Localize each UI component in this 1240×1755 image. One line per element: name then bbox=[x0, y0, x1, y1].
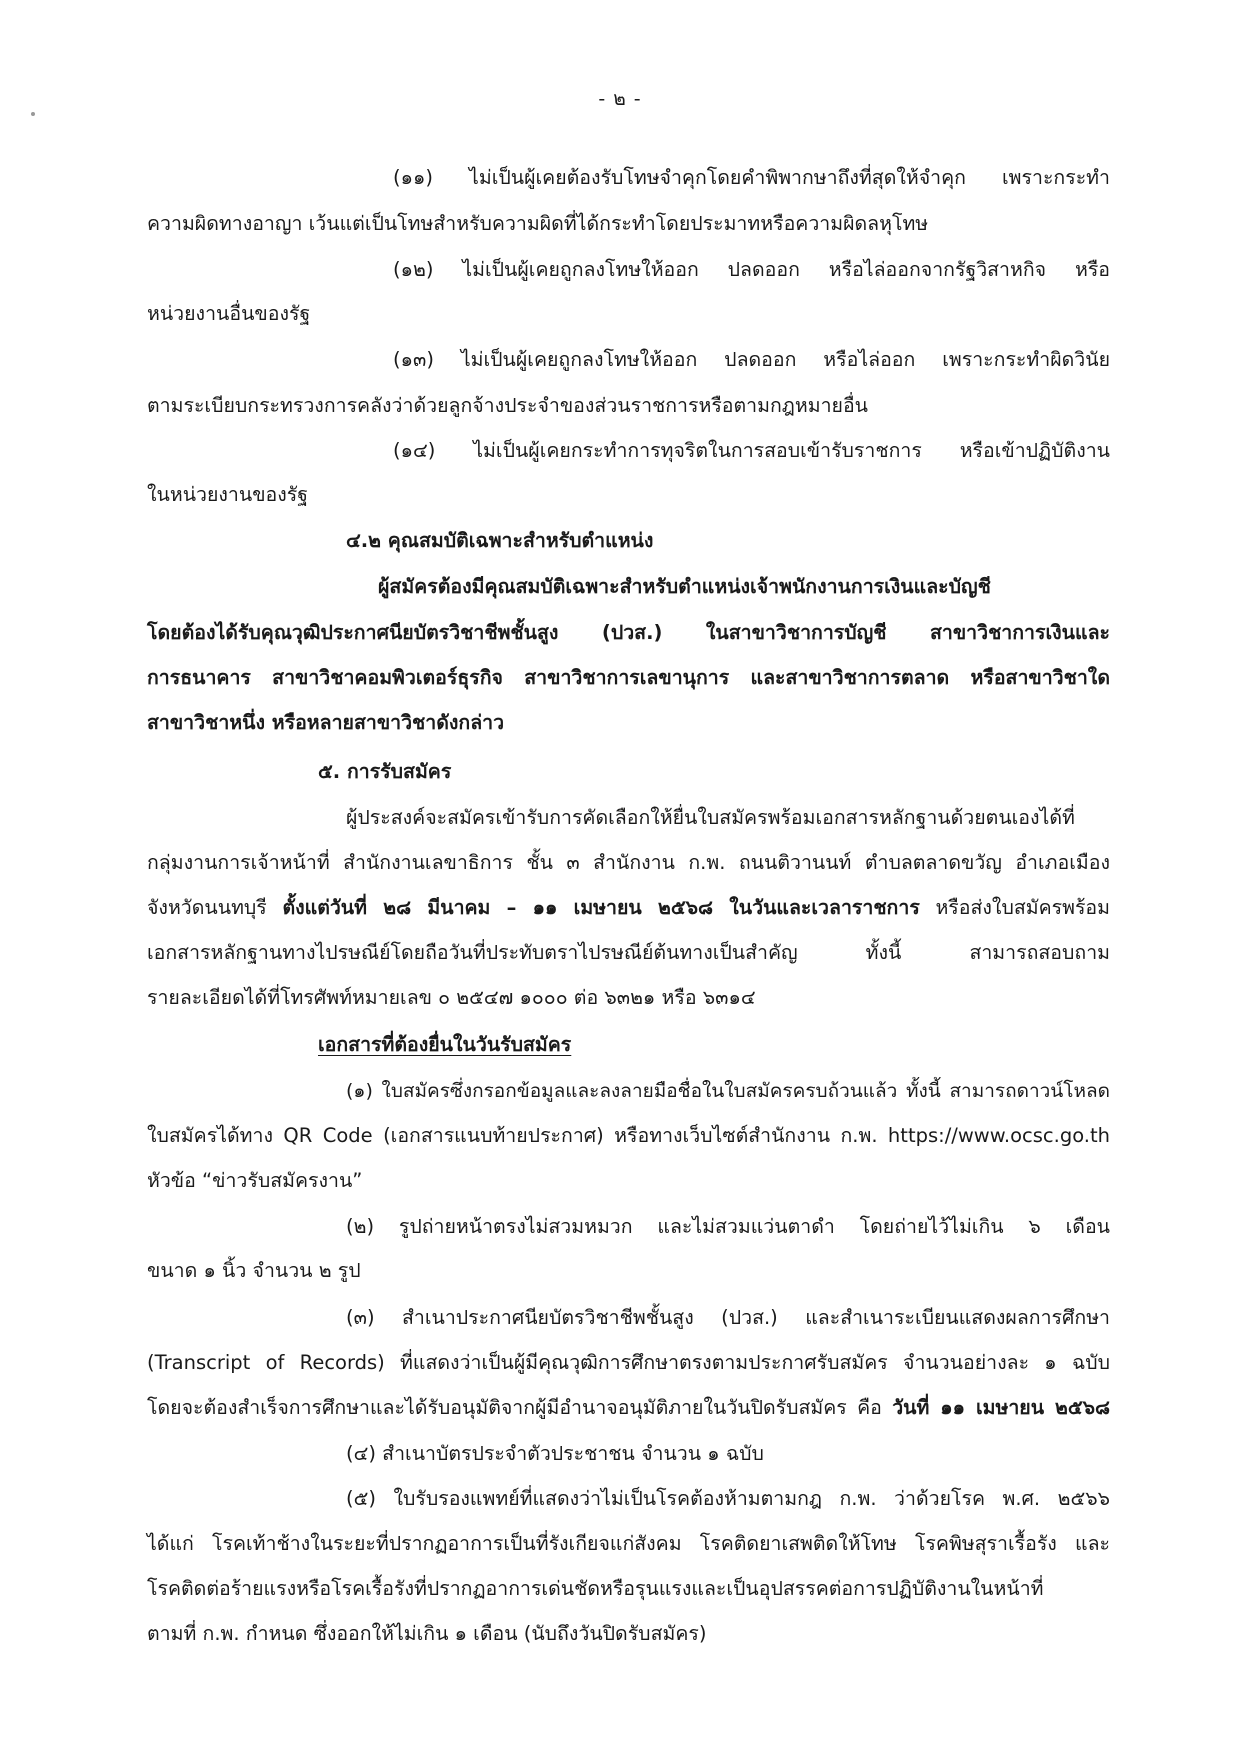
clause-13-line-1: (๑๓) ไม่เป็นผู้เคยถูกลงโทษให้ออก ปลดออก หรือไล่ออก เพราะกระทำผิดวินัย bbox=[393, 348, 1110, 371]
section-5-line-3-start: จังหวัดนนทบุรี bbox=[147, 896, 283, 919]
section-5-line-4: เอกสารหลักฐานทางไปรษณีย์โดยถือวันที่ประทับตราไปรษณีย์ต้นทางเป็นสำคัญ ทั้งนี้ สามารถสอบถาม bbox=[147, 941, 1110, 964]
documents-heading: เอกสารที่ต้องยื่นในวันรับสมัคร bbox=[318, 1033, 572, 1056]
application-period: ตั้งแต่วันที่ ๒๘ มีนาคม – ๑๑ เมษายน ๒๕๖๘ ในวันและเวลาราชการ bbox=[282, 896, 920, 919]
doc-1-line-2: ใบสมัครได้ทาง QR Code (เอกสารแนบท้ายประกาศ) หรือทางเว็บไซต์สำนักงาน ก.พ. https://www.ocsc.go.th bbox=[147, 1124, 1110, 1147]
doc-3-line-1: (๓) สำเนาประกาศนียบัตรวิชาชีพชั้นสูง (ปวส.) และสำเนาระเบียนแสดงผลการศึกษา bbox=[346, 1306, 1110, 1329]
doc-5-line-2: ได้แก่ โรคเท้าช้างในระยะที่ปรากฏอาการเป็นที่รังเกียจแก่สังคม โรคติดยาเสพติดให้โทษ โรคพิษสุราเรื้อรัง และ bbox=[147, 1532, 1110, 1555]
section-5-line-1: ผู้ประสงค์จะสมัครเข้ารับการคัดเลือกให้ยื่นใบสมัครพร้อมเอกสารหลักฐานด้วยตนเองได้ที่ bbox=[346, 806, 1075, 829]
section-5-line-5: รายละเอียดได้ที่โทรศัพท์หมายเลข ๐ ๒๕๔๗ ๑๐๐๐ ต่อ ๖๓๒๑ หรือ ๖๓๑๔ bbox=[147, 986, 756, 1009]
doc-5-line-4: ตามที่ ก.พ. กำหนด ซึ่งออกให้ไม่เกิน ๑ เดือน (นับถึงวันปิดรับสมัคร) bbox=[147, 1622, 707, 1645]
section-4-2-line-3: การธนาคาร สาขาวิชาคอมพิวเตอร์ธุรกิจ สาขาวิชาการเลขานุการ และสาขาวิชาการตลาด หรือสาขาวิชาใด bbox=[147, 666, 1110, 689]
section-5-line-2: กลุ่มงานการเจ้าหน้าที่ สำนักงานเลขาธิการ ชั้น ๓ สำนักงาน ก.พ. ถนนติวานนท์ ตำบลตลาดขวัญ อำเภอเมือง bbox=[147, 851, 1110, 874]
doc-5-line-1: (๕) ใบรับรองแพทย์ที่แสดงว่าไม่เป็นโรคต้องห้ามตามกฎ ก.พ. ว่าด้วยโรค พ.ศ. ๒๕๖๖ bbox=[346, 1487, 1110, 1510]
section-4-2-heading: ๔.๒ คุณสมบัติเฉพาะสำหรับตำแหน่ง bbox=[346, 529, 654, 552]
section-5-line-3-end: หรือส่งใบสมัครพร้อม bbox=[919, 896, 1110, 919]
doc-1-line-3: หัวข้อ “ข่าวรับสมัครงาน” bbox=[147, 1169, 363, 1192]
closing-date: วันที่ ๑๑ เมษายน ๒๕๖๘ bbox=[892, 1396, 1111, 1419]
clause-14-line-1: (๑๔) ไม่เป็นผู้เคยกระทำการทุจริตในการสอบเข้ารับราชการ หรือเข้าปฏิบัติงาน bbox=[393, 439, 1110, 462]
section-5-heading: ๕. การรับสมัคร bbox=[318, 760, 452, 783]
clause-11-line-1: (๑๑) ไม่เป็นผู้เคยต้องรับโทษจำคุกโดยคำพิพากษาถึงที่สุดให้จำคุก เพราะกระทำ bbox=[393, 166, 1110, 189]
doc-3-line-2: (Transcript of Records) ที่แสดงว่าเป็นผู้มีคุณวุฒิการศึกษาตรงตามประกาศรับสมัคร จำนวนอย่างละ ๑ ฉบับ bbox=[147, 1351, 1110, 1374]
scan-speck bbox=[31, 112, 35, 116]
section-4-2-line-2: โดยต้องได้รับคุณวุฒิประกาศนียบัตรวิชาชีพชั้นสูง (ปวส.) ในสาขาวิชาการบัญชี สาขาวิชาการเงินและ bbox=[147, 621, 1110, 644]
clause-13-line-2: ตามระเบียบกระทรวงการคลังว่าด้วยลูกจ้างประจำของส่วนราชการหรือตามกฎหมายอื่น bbox=[147, 394, 869, 417]
clause-12-line-2: หน่วยงานอื่นของรัฐ bbox=[147, 302, 311, 325]
section-4-2-line-1: ผู้สมัครต้องมีคุณสมบัติเฉพาะสำหรับตำแหน่งเจ้าพนักงานการเงินและบัญชี bbox=[378, 575, 991, 598]
clause-12-line-1: (๑๒) ไม่เป็นผู้เคยถูกลงโทษให้ออก ปลดออก หรือไล่ออกจากรัฐวิสาหกิจ หรือ bbox=[393, 258, 1110, 281]
clause-11-line-2: ความผิดทางอาญา เว้นแต่เป็นโทษสำหรับความผิดที่ได้กระทำโดยประมาทหรือความผิดลหุโทษ bbox=[147, 212, 929, 235]
doc-1-line-1: (๑) ใบสมัครซึ่งกรอกข้อมูลและลงลายมือชื่อในใบสมัครครบถ้วนแล้ว ทั้งนี้ สามารถดาวน์โหลด bbox=[346, 1080, 1110, 1102]
clause-14-line-2: ในหน่วยงานของรัฐ bbox=[147, 483, 309, 506]
doc-5-line-3: โรคติดต่อร้ายแรงหรือโรคเรื้อรังที่ปรากฏอาการเด่นชัดหรือรุนแรงและเป็นอุปสรรคต่อการปฏิบัติงานในหน้าที่ bbox=[147, 1577, 1044, 1600]
doc-4-line-1: (๔) สำเนาบัตรประจำตัวประชาชน จำนวน ๑ ฉบับ bbox=[346, 1442, 764, 1465]
page-number: - ๒ - bbox=[598, 88, 642, 110]
doc-3-line-3 bbox=[147, 1394, 1110, 1422]
section-4-2-line-4: สาขาวิชาหนึ่ง หรือหลายสาขาวิชาดังกล่าว bbox=[147, 711, 505, 734]
doc-2-line-2: ขนาด ๑ นิ้ว จำนวน ๒ รูป bbox=[147, 1259, 361, 1282]
doc-2-line-1: (๒) รูปถ่ายหน้าตรงไม่สวมหมวก และไม่สวมแว่นตาดำ โดยถ่ายไว้ไม่เกิน ๖ เดือน bbox=[346, 1215, 1110, 1238]
section-5-line-3 bbox=[147, 894, 1110, 922]
doc-3-line-3-start: โดยจะต้องสำเร็จการศึกษาและได้รับอนุมัติจากผู้มีอำนาจอนุมัติภายในวันปิดรับสมัคร คือ bbox=[147, 1396, 893, 1419]
